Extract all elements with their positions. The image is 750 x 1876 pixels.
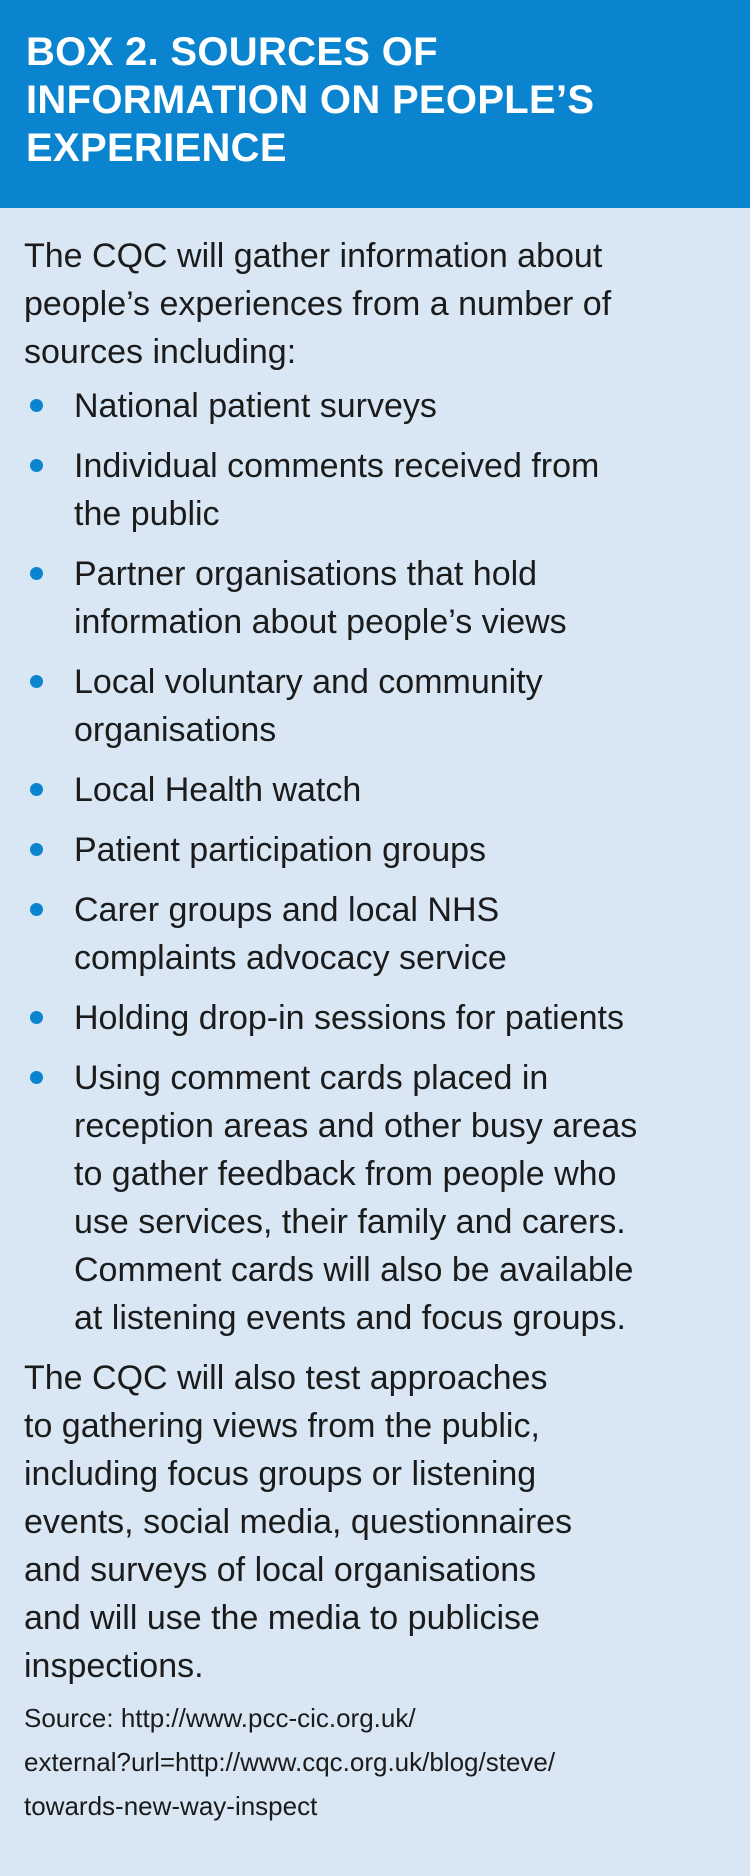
list-item-text: Partner organisations that hold information about people’s views bbox=[74, 555, 567, 641]
bullet-icon bbox=[30, 675, 43, 688]
list-item-text: Holding drop-in sessions for patients bbox=[74, 999, 624, 1037]
source-note: Source: http://www.pcc-cic.org.uk/ external?url=http://www.cqc.org.uk/blog/steve/ towards-new-way-inspect bbox=[24, 1703, 556, 1821]
list-item-text: Local Health watch bbox=[74, 771, 362, 809]
bullet-icon bbox=[30, 843, 43, 856]
list-item bbox=[24, 766, 728, 814]
list-item bbox=[24, 658, 728, 754]
list-item-text: Using comment cards placed in reception areas and other busy areas to gather feedback from people who use services, their family and carers. Comment cards will also be available at listening events and focus groups. bbox=[74, 1059, 638, 1337]
bullet-icon bbox=[30, 1011, 43, 1024]
intro-paragraph: The CQC will gather information about people’s experiences from a number of sources including: bbox=[24, 237, 612, 371]
list-item bbox=[24, 442, 728, 538]
list-item-text: National patient surveys bbox=[74, 387, 437, 425]
box-header bbox=[0, 0, 750, 208]
list-item bbox=[24, 382, 728, 430]
list-item bbox=[24, 886, 728, 982]
closing-paragraph: The CQC will also test approaches to gathering views from the public, including focus groups or listening events, social media, questionnaires and surveys of local organisations and will use the media to publicise inspections. bbox=[24, 1359, 573, 1685]
bullet-icon bbox=[30, 567, 43, 580]
sources-list bbox=[24, 382, 728, 1342]
box-title: BOX 2. SOURCES OF INFORMATION ON PEOPLE’S EXPERIENCE bbox=[26, 30, 595, 170]
bullet-icon bbox=[30, 399, 43, 412]
bullet-icon bbox=[30, 783, 43, 796]
list-item-text: Individual comments received from the public bbox=[74, 447, 600, 533]
list-item-text: Local voluntary and community organisations bbox=[74, 663, 543, 749]
list-item-text: Carer groups and local NHS complaints advocacy service bbox=[74, 891, 507, 977]
list-item bbox=[24, 1054, 728, 1342]
list-item bbox=[24, 826, 728, 874]
bullet-icon bbox=[30, 1071, 43, 1084]
list-item bbox=[24, 994, 728, 1042]
bullet-icon bbox=[30, 903, 43, 916]
list-item-text: Patient participation groups bbox=[74, 831, 487, 869]
bullet-icon bbox=[30, 459, 43, 472]
list-item bbox=[24, 550, 728, 646]
box-content bbox=[0, 208, 750, 1828]
